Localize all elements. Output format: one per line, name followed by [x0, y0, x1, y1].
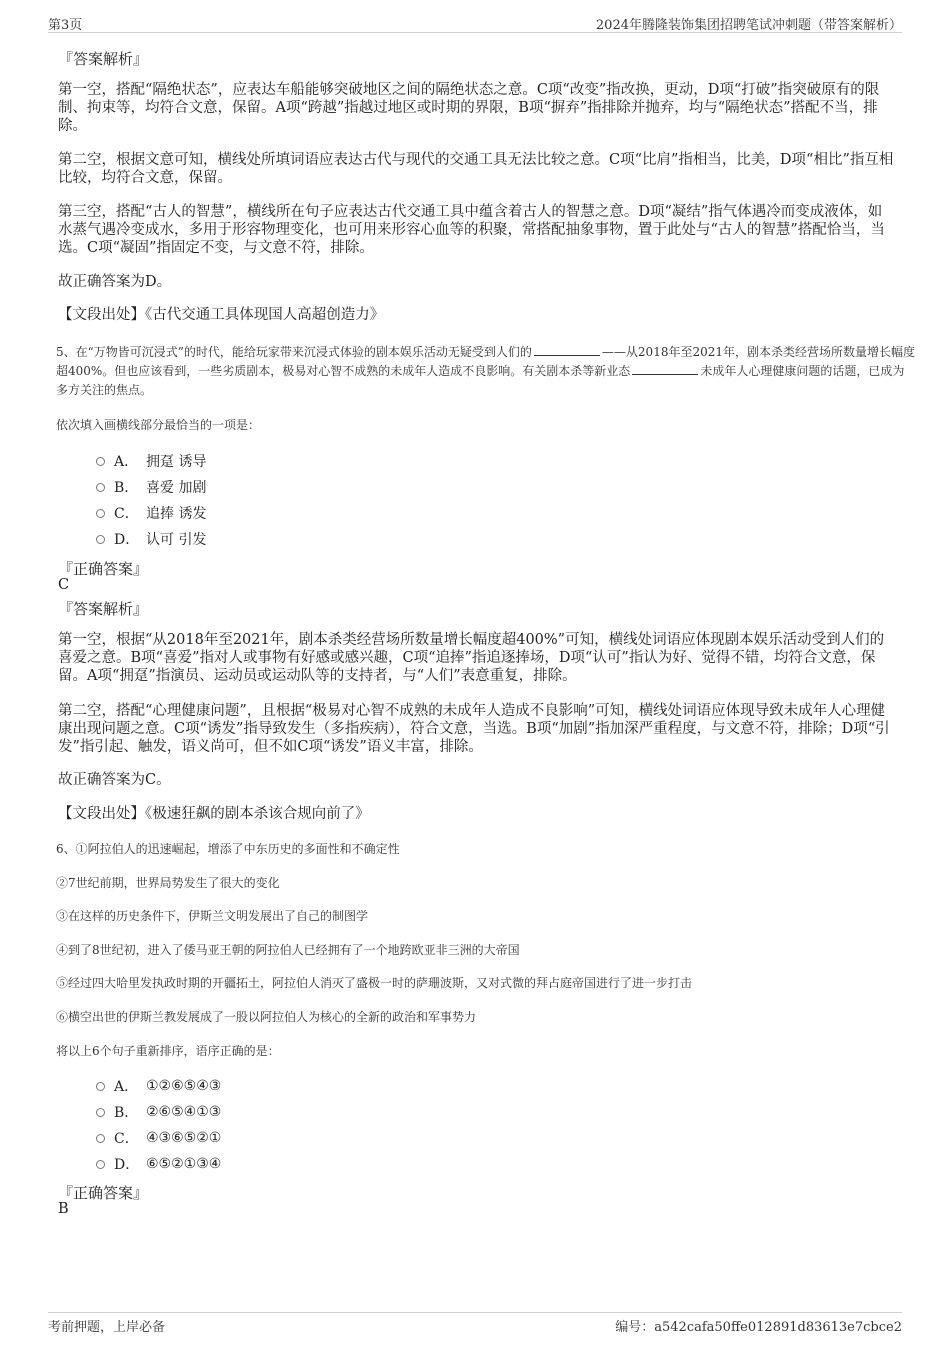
document-title: 2024年腾隆装饰集团招聘笔试冲刺题（带答案解析） [595, 18, 902, 33]
fill-blank [534, 343, 600, 356]
option-a[interactable] [96, 1077, 221, 1095]
radio-button[interactable] [96, 1134, 105, 1143]
page-header [48, 12, 902, 33]
analysis-paragraph: 第二空，根据文意可知，横线处所填词语应表达古代与现代的交通工具无法比较之意。C项“比肩”指相当，比美，D项“相比”指互相比较，均符合文意，保留。 [58, 152, 894, 186]
option-letter: C． [114, 1131, 139, 1147]
option-letter: D． [114, 1157, 140, 1173]
option-d[interactable] [96, 1155, 221, 1173]
option-letter: C． [114, 506, 139, 522]
page-number: 第3页 [48, 18, 83, 33]
fill-blank [632, 362, 698, 375]
option-text: ⑥⑤②①③④ [146, 1156, 222, 1172]
question-text: 未成年人心理健康问题的话题，已成为多方关注的焦点。 [56, 364, 905, 397]
radio-button[interactable] [96, 483, 105, 492]
analysis-paragraph: 第一空，根据“从2018年至2021年，剧本杀类经营场所数量增长幅度超400%”可知，横线处词语应体现剧本娱乐活动受到人们的喜爱之意。B项“喜爱”指对人或事物有好感或感兴趣，C项“追捧”指追逐捧场，D项“认可”指认为好、觉得不错，均符合文意，保留。A项“拥趸”指演员、运动员或运动队等的支持者，与“人们”表意重复，排除。 [58, 632, 885, 684]
option-text: 喜爱 加剧 [146, 480, 207, 496]
option-b[interactable] [96, 1103, 221, 1121]
conclusion: 故正确答案为C。 [58, 772, 171, 788]
sentence-5: ⑤经过四大哈里发执政时期的开疆拓土，阿拉伯人消灭了盛极一时的萨珊波斯，又对式微的拜占庭帝国进行了进一步打击 [56, 976, 693, 990]
correct-answer: B [58, 1201, 69, 1217]
conclusion: 故正确答案为D。 [58, 274, 172, 290]
option-letter: A． [114, 454, 139, 470]
option-d[interactable] [96, 530, 206, 548]
option-c[interactable] [96, 1129, 221, 1147]
analysis-paragraph: 第三空，搭配“古人的智慧”，横线所在句子应表达古代交通工具中蕴含着古人的智慧之意。D项“凝结”指气体遇冷而变成液体，如水蒸气遇冷变成水，多用于形容物理变化，也可用来形容心血等的积聚，常搭配抽象事物，置于此处与“古人的智慧”搭配恰当，当选。C项“凝固”指固定不变，与文意不符，排除。 [58, 204, 885, 256]
option-letter: A． [114, 1079, 139, 1095]
answer-heading: 『正确答案』 [58, 1184, 149, 1202]
sentence-4: ④到了8世纪初，进入了倭马亚王朝的阿拉伯人已经拥有了一个地跨欧亚非三洲的大帝国 [56, 943, 520, 957]
analysis-heading: 『答案解析』 [58, 50, 149, 68]
sentence-1: 6、①阿拉伯人的迅速崛起，增添了中东历史的多面性和不确定性 [56, 842, 400, 856]
radio-button[interactable] [96, 535, 105, 544]
page-footer [48, 1312, 902, 1335]
option-text: 追捧 诱发 [146, 506, 207, 522]
question-text: ——从2018年至2021年，剧本杀类经营场所数量增长幅度超400%。但也应该看到，一些劣质剧本，极易对心智不成熟的未成年人造成不良影响。有关剧本杀等新业态 [56, 345, 916, 378]
question-instruction: 依次填入画横线部分最恰当的一项是： [56, 418, 261, 432]
radio-button[interactable] [96, 509, 105, 518]
document-id: 编号：a542cafa50ffe012891d83613e7cbce2 [615, 1320, 902, 1335]
answer-heading: 『正确答案』 [58, 560, 149, 578]
option-text: 拥趸 诱导 [146, 454, 207, 470]
analysis-paragraph: 第一空，搭配“隔绝状态”，应表达车船能够突破地区之间的隔绝状态之意。C项“改变”指改换，更动，D项“打破”指突破原有的限制、拘束等，均符合文意，保留。A项“跨越”指越过地区或时期的界限，B项“摒弃”指排除并抛弃，均与“隔绝状态”搭配不当，排除。 [58, 82, 880, 134]
option-text: ①②⑥⑤④③ [146, 1078, 222, 1094]
option-a[interactable] [96, 452, 206, 470]
option-letter: B． [114, 480, 139, 496]
question-5-stem [56, 343, 916, 400]
radio-button[interactable] [96, 1108, 105, 1117]
analysis-heading: 『答案解析』 [58, 600, 149, 618]
question-text: 5、在“万物皆可沉浸式”的时代，能给玩家带来沉浸式体验的剧本娱乐活动无疑受到人们的 [56, 345, 532, 359]
radio-button[interactable] [96, 1082, 105, 1091]
source-citation: 【文段出处】《极速狂飙的剧本杀该合规向前了》 [58, 806, 370, 822]
analysis-paragraph: 第二空，搭配“心理健康问题”，且根据“极易对心智不成熟的未成年人造成不良影响”可知，横线处词语应体现导致未成年人心理健康出现问题之意。C项“诱发”指导致发生（多指疾病），符合文意，当选。B项“加剧”指加深严重程度，与文意不符，排除；D项“引发”指引起、触发，语义尚可，但不如C项“诱发”语义丰富，排除。 [58, 703, 890, 755]
option-text: ④③⑥⑤②① [146, 1130, 222, 1146]
sentence-2: ②7世纪前期，世界局势发生了很大的变化 [56, 876, 280, 890]
correct-answer: C [58, 577, 70, 593]
radio-button[interactable] [96, 1160, 105, 1169]
option-text: ②⑥⑤④①③ [146, 1104, 222, 1120]
sentence-6: ⑥横空出世的伊斯兰教发展成了一股以阿拉伯人为核心的全新的政治和军事势力 [56, 1010, 477, 1024]
source-citation: 【文段出处】《古代交通工具体现国人高超创造力》 [58, 307, 385, 323]
sentence-3: ③在这样的历史条件下，伊斯兰文明发展出了自己的制图学 [56, 909, 369, 923]
question-instruction: 将以上6个句子重新排序，语序正确的是： [56, 1044, 280, 1058]
radio-button[interactable] [96, 457, 105, 466]
footer-slogan: 考前押题，上岸必备 [48, 1320, 166, 1335]
option-c[interactable] [96, 504, 206, 522]
option-b[interactable] [96, 478, 206, 496]
option-letter: D． [114, 532, 140, 548]
option-letter: B． [114, 1105, 139, 1121]
option-text: 认可 引发 [146, 532, 207, 548]
